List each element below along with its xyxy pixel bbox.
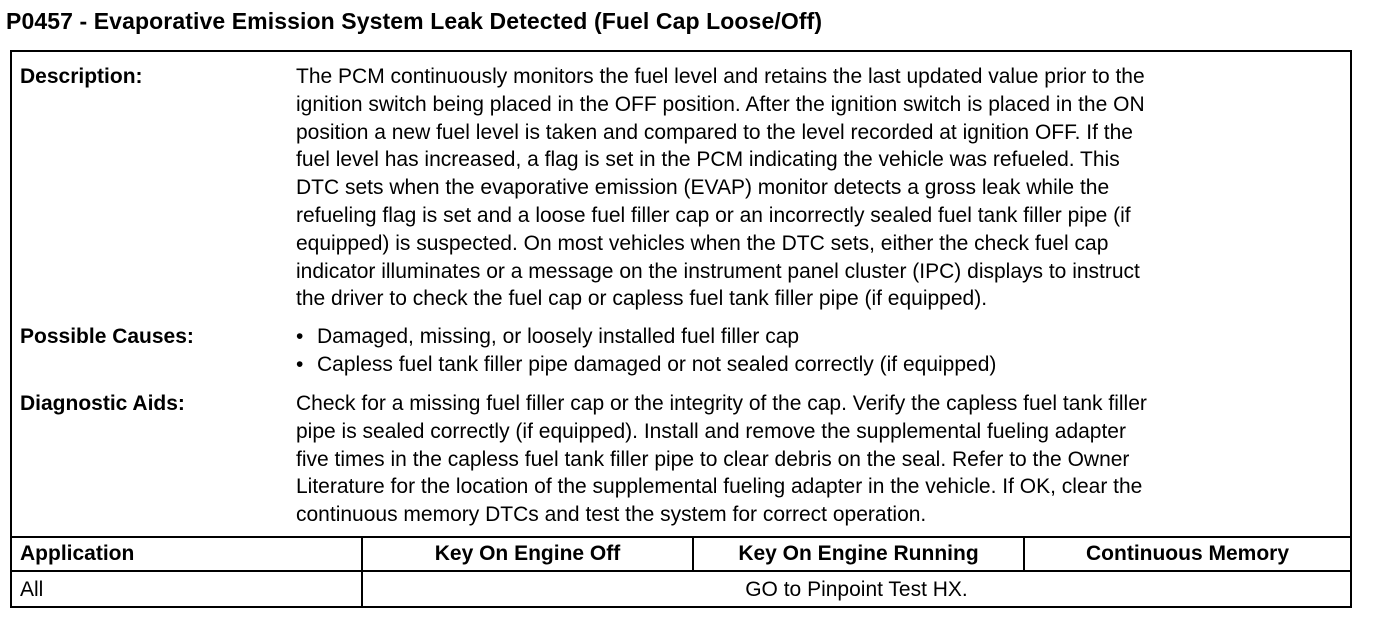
description-line: refueling flag is set and a loose fuel filler cap or an incorrectly sealed fuel tank filler pipe (if — [296, 203, 1131, 227]
test-table — [12, 536, 1350, 608]
page-title: P0457 - Evaporative Emission System Leak Detected (Fuel Cap Loose/Off) — [6, 8, 823, 34]
pinpoint-test-action: GO to Pinpoint Test HX. — [745, 578, 968, 601]
description-line: position a new fuel level is taken and compared to the level recorded at ignition OFF. If the — [296, 120, 1133, 144]
diagnostic-aids-line: five times in the capless fuel tank filler pipe to clear debris on the seal. Refer to the Owner — [296, 447, 1130, 471]
diagnostic-aids-line: continuous memory DTCs and test the system for correct operation. — [296, 503, 927, 527]
diagnostic-aids-text — [296, 390, 1342, 529]
table-header-application: Application — [20, 542, 135, 565]
description-line: The PCM continuously monitors the fuel level and retains the last updated value prior to the — [296, 65, 1145, 88]
table-header-key-on-engine-running: Key On Engine Running — [738, 542, 979, 565]
description-line: DTC sets when the evaporative emission (EVAP) monitor detects a gross leak while the — [296, 176, 1110, 200]
description-line: fuel level has increased, a flag is set in the PCM indicating the vehicle was refueled. This — [296, 148, 1120, 172]
description-line: indicator illuminates or a message on the instrument panel cluster (IPC) displays to instruct — [296, 259, 1140, 283]
table-cell-application: All — [20, 578, 44, 601]
description-label: Description: — [20, 65, 143, 88]
dtc-info-box — [10, 50, 1352, 608]
list-item: • Capless fuel tank filler pipe damaged or not sealed correctly (if equipped) — [296, 351, 1342, 379]
bullet-icon: • — [296, 325, 304, 348]
bullet-icon: • — [296, 352, 304, 376]
possible-causes-list — [296, 323, 1342, 379]
list-item: • Damaged, missing, or loosely installed fuel filler cap — [296, 323, 1342, 351]
description-line: equipped) is suspected. On most vehicles when the DTC sets, either the check fuel cap — [296, 231, 1109, 255]
description-line: ignition switch being placed in the OFF position. After the ignition switch is placed in the ON — [296, 92, 1145, 116]
diagnostic-aids-line: Literature for the location of the supplemental fueling adapter in the vehicle. If OK, clear the — [296, 475, 1143, 499]
diagnostic-aids-line: Check for a missing fuel filler cap or the integrity of the cap. Verify the capless fuel tank filler — [296, 392, 1147, 415]
possible-causes-label: Possible Causes: — [20, 325, 194, 348]
description-line: the driver to check the fuel cap or capless fuel tank filler pipe (if equipped). — [296, 287, 988, 311]
description-text — [296, 63, 1342, 313]
diagnostic-aids-label: Diagnostic Aids: — [20, 392, 185, 415]
diagnostic-aids-line: pipe is sealed correctly (if equipped). Install and remove the supplemental fueling adapter — [296, 419, 1126, 443]
table-header-key-on-engine-off: Key On Engine Off — [434, 542, 621, 565]
table-header-continuous-memory: Continuous Memory — [1086, 542, 1289, 565]
